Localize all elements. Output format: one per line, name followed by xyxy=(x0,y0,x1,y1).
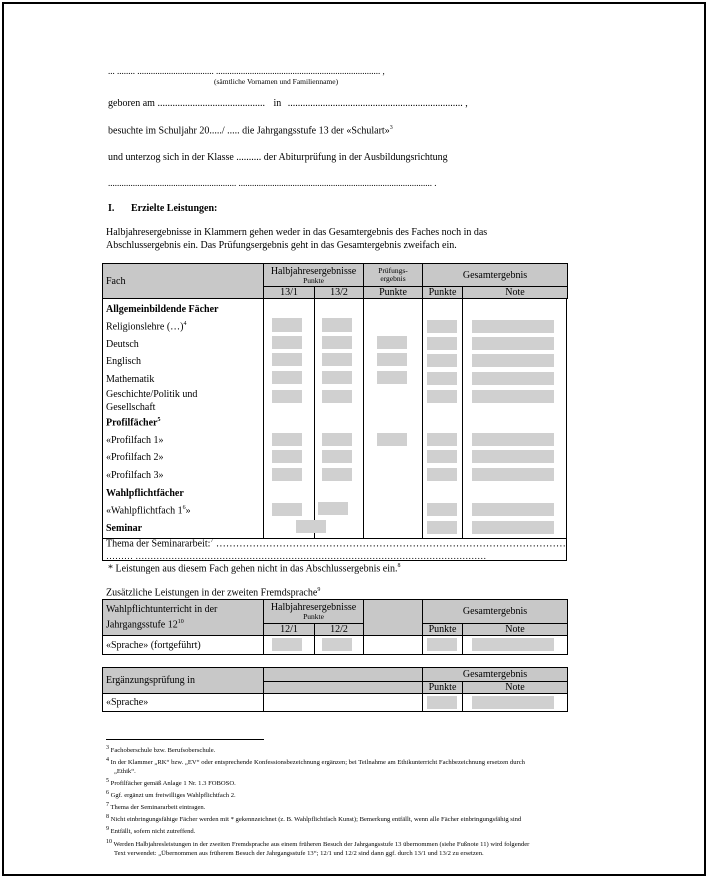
input-t2-note[interactable] xyxy=(472,638,554,651)
row-geschichte-2: Gesellschaft xyxy=(106,402,156,413)
row-deutsch: Deutsch xyxy=(106,339,139,350)
input-religion-note[interactable] xyxy=(472,320,554,333)
input-deutsch-punkte[interactable] xyxy=(427,337,457,350)
footnotes xyxy=(106,744,529,859)
input-profil2-punkte[interactable] xyxy=(427,450,457,463)
in-label: in xyxy=(273,98,282,109)
input-wahl1-132[interactable] xyxy=(318,502,348,515)
input-geschichte-131[interactable] xyxy=(272,390,302,403)
name-line: ... ........ .................................. ......................................................................... , xyxy=(108,66,385,76)
input-profil2-132[interactable] xyxy=(322,450,352,463)
footnote-4-text: In der Klammer „RK“ bzw. „EV“ oder entsprechende Konfessionsbezeichnung ergänzen; bei Teilnahme am Ethikunterricht Fachbezeichnung ersetzen durch xyxy=(110,759,525,767)
t2-label-1: Wahlpflichtunterricht in der xyxy=(106,603,218,615)
section-title: Erzielte Leistungen: xyxy=(131,203,218,214)
input-englisch-punkte[interactable] xyxy=(427,354,457,367)
input-profil3-131[interactable] xyxy=(272,468,302,481)
col-pruefung-1: Prüfungs- xyxy=(378,266,408,275)
group-allgemein: Allgemeinbildende Fächer xyxy=(106,304,219,315)
row-wahl1-end: » xyxy=(185,505,191,517)
t2-label-sup: 10 xyxy=(177,618,184,625)
input-profil1-punkte[interactable] xyxy=(427,433,457,446)
table-border-right xyxy=(566,298,567,560)
input-t2-122[interactable] xyxy=(322,638,352,651)
footnote-6-text: Ggf. ergänzt um freiwilliges Wahlpflichtfach 2. xyxy=(110,792,236,800)
footnote-6-num: 6 xyxy=(106,790,109,797)
col-halbjahr-punkte: Punkte xyxy=(303,275,324,285)
input-profil3-punkte[interactable] xyxy=(427,468,457,481)
class-line: und unterzog sich in der Klasse .......... der Abiturprüfung in der Ausbildungsrichtung xyxy=(108,152,448,163)
row-profil1: «Profilfach 1» xyxy=(106,435,164,446)
group-profil-sup: 5 xyxy=(157,417,161,423)
group-wahlpflicht: Wahlpflichtfächer xyxy=(106,488,184,499)
main-table-header xyxy=(102,263,568,299)
input-geschichte-132[interactable] xyxy=(322,390,352,403)
col-pruefung-2: ergebnis xyxy=(380,274,406,283)
input-seminar-note[interactable] xyxy=(472,521,554,534)
row-seminar-dots: ……… ……………………………………………………………………………………………………… xyxy=(106,551,487,561)
col-fach: Fach xyxy=(103,264,264,299)
footnote-4 xyxy=(106,756,529,768)
input-wahl1-131[interactable] xyxy=(272,503,302,516)
input-mathe-note[interactable] xyxy=(472,372,554,385)
section-note-1: Halbjahresergebnisse in Klammern gehen weder in das Gesamtergebnis des Faches noch in das xyxy=(106,227,488,238)
t2-col-empty xyxy=(364,600,423,636)
table-divider-3 xyxy=(363,298,364,538)
t2-cell-empty xyxy=(364,636,423,655)
seminar-dots-1: …………………………………………………………………………………………… xyxy=(213,538,566,550)
footnote-7-num: 7 xyxy=(106,802,109,809)
star-note-text: * Leistungen aus diesem Fach gehen nicht in das Abschlussergebnis ein. xyxy=(108,563,398,575)
footnote-3-num: 3 xyxy=(106,745,109,751)
input-deutsch-pruef[interactable] xyxy=(377,336,407,349)
extra-title-text: Zusätzliche Leistungen in der zweiten Fremdsprache xyxy=(106,587,318,599)
col-gesamt: Gesamtergebnis xyxy=(423,264,568,287)
input-deutsch-132[interactable] xyxy=(322,336,352,349)
input-mathe-131[interactable] xyxy=(272,371,302,384)
seminar-topic-label: Thema der Seminararbeit: xyxy=(106,538,211,550)
row-wahl1-sup: 6 xyxy=(182,505,186,511)
input-deutsch-note[interactable] xyxy=(472,337,554,350)
t3-sub-note: Note xyxy=(463,682,568,694)
extra-title xyxy=(106,587,320,598)
seminar-topic-sup: 7 xyxy=(210,538,214,544)
born-line xyxy=(108,98,468,109)
sub-131: 13/1 xyxy=(264,287,315,299)
sub-gpunkte: Punkte xyxy=(423,287,463,299)
name-caption: (sämtliche Vornamen und Familienname) xyxy=(214,77,339,86)
footnote-7-text: Thema der Seminararbeit eintragen. xyxy=(110,804,206,812)
col-halbjahr xyxy=(264,264,364,287)
input-t3-note[interactable] xyxy=(472,696,554,709)
visited-line xyxy=(108,125,393,136)
footnote-10-text: Werden Halbjahresleistungen in der zweiten Fremdsprache aus einem früheren Besuch der Jahrgangsstufe 13 übernommen (siehe Fußnote 11) wird folgender xyxy=(113,840,530,848)
footnote-8-num: 8 xyxy=(106,814,109,821)
col-pruefung xyxy=(364,264,423,287)
input-englisch-pruef[interactable] xyxy=(377,353,407,366)
footnote-9-text: Entfällt, sofern nicht zutreffend. xyxy=(110,828,196,836)
t3-row-label: «Sprache» xyxy=(103,694,264,712)
section-number: I. xyxy=(108,203,115,214)
row-religion xyxy=(106,321,186,332)
footnote-4-cont-text: „Ethik“. xyxy=(114,768,136,776)
t3-cell-empty xyxy=(264,694,423,712)
row-religion-sup: 4 xyxy=(183,321,187,327)
input-mathe-132[interactable] xyxy=(322,371,352,384)
footnote-5-num: 5 xyxy=(106,778,109,785)
t2-row-label: «Sprache» (fortgeführt) xyxy=(103,636,264,655)
t2-label xyxy=(103,600,264,636)
footnote-3 xyxy=(106,744,529,756)
input-seminar-halbjahr[interactable] xyxy=(296,520,326,533)
input-mathe-punkte[interactable] xyxy=(427,372,457,385)
row-wahl1-label: «Wahlpflichtfach 1 xyxy=(106,505,183,517)
table-divider-2 xyxy=(314,298,315,538)
sub-note: Note xyxy=(463,287,568,299)
visited-text: besuchte im Schuljahr 20...../ ..... die Jahrgangsstufe 13 der «Schulart» xyxy=(108,125,390,137)
footnote-9 xyxy=(106,825,529,837)
row-geschichte-1: Geschichte/Politik und xyxy=(106,389,198,400)
t3-label: Ergänzungsprüfung in xyxy=(103,668,264,694)
footnote-4-num: 4 xyxy=(106,757,109,764)
input-seminar-punkte[interactable] xyxy=(427,521,457,534)
footnote-8 xyxy=(106,813,529,825)
input-t2-punkte[interactable] xyxy=(427,638,457,651)
t2-label-2-wrap xyxy=(106,616,263,631)
input-profil1-132[interactable] xyxy=(322,433,352,446)
input-profil1-131[interactable] xyxy=(272,433,302,446)
footnote-10-cont-text: Text verwendet: „Übernommen aus früherem Besuch der Jahrgangsstufe 13“; 12/1 und 12/2 sind dann ggf. durch 13/1 und 13/2 zu ersetzen. xyxy=(114,849,484,857)
table-divider-5 xyxy=(462,298,463,538)
input-profil3-note[interactable] xyxy=(472,468,554,481)
col-halbjahr-label: Halbjahresergebnisse xyxy=(270,265,357,277)
extra-title-sup: 9 xyxy=(317,587,321,593)
born-label: geboren am xyxy=(108,98,155,109)
footnote-separator xyxy=(106,739,264,740)
t3-col-gesamt: Gesamtergebnis xyxy=(423,668,568,682)
table-divider-4 xyxy=(422,298,423,538)
row-religion-label: Religionslehre (…) xyxy=(106,321,184,333)
input-englisch-132[interactable] xyxy=(322,353,352,366)
footnote-5 xyxy=(106,777,529,789)
input-geschichte-punkte[interactable] xyxy=(427,390,457,403)
input-mathe-pruef[interactable] xyxy=(377,371,407,384)
row-seminar-topic xyxy=(106,538,566,549)
footnote-10-num: 10 xyxy=(106,838,112,845)
t2-label-2: Jahrgangsstufe 12 xyxy=(106,619,178,631)
input-profil2-131[interactable] xyxy=(272,450,302,463)
footnote-10 xyxy=(106,838,529,850)
footnote-5-text: Profilfächer gemäß Anlage 1 Nr. 1.3 FOBOSO. xyxy=(110,780,236,788)
row-profil2: «Profilfach 2» xyxy=(106,452,164,463)
row-wahl1 xyxy=(106,505,191,516)
group-profil-label: Profilfächer xyxy=(106,417,158,429)
input-religion-131[interactable] xyxy=(272,318,302,332)
input-religion-132[interactable] xyxy=(322,318,352,332)
star-note-sup: 8 xyxy=(397,563,401,569)
direction-line: ......................................................... ...................................................................................... . xyxy=(108,178,437,188)
input-religion-punkte[interactable] xyxy=(427,320,457,333)
section-note-2: Abschlussergebnis ein. Das Prüfungsergebnis geht in das Gesamtergebnis zweifach ein. xyxy=(106,240,457,251)
t2-sub-121: 12/1 xyxy=(264,624,315,636)
t3-col-empty-bottom xyxy=(264,682,423,694)
t2-col-punkte: Punkte xyxy=(303,612,324,621)
t2-col-halb xyxy=(264,600,364,624)
input-profil3-132[interactable] xyxy=(322,468,352,481)
footnote-6 xyxy=(106,789,529,801)
sub-132: 13/2 xyxy=(315,287,364,299)
born-dots: ........................................... xyxy=(157,98,265,109)
t2-col-gesamt: Gesamtergebnis xyxy=(423,600,568,624)
input-profil1-pruef[interactable] xyxy=(377,433,407,446)
group-profil xyxy=(106,417,160,428)
t2-col-halb-label: Halbjahresergebnisse xyxy=(270,602,357,613)
input-englisch-131[interactable] xyxy=(272,353,302,366)
footnote-4-cont xyxy=(106,768,529,777)
row-profil3: «Profilfach 3» xyxy=(106,470,164,481)
input-t2-121[interactable] xyxy=(272,638,302,651)
input-wahl1-punkte[interactable] xyxy=(427,503,457,516)
footnote-3-text: Fachoberschule bzw. Berufsoberschule. xyxy=(110,747,216,755)
footnote-8-text: Nicht einbringungsfähige Fächer werden mit * gekennzeichnet (z. B. Wahlpflichtfach Kunst); Bemerkung entfällt, wenn alle Fächer einbringungsfähig sind xyxy=(110,816,522,824)
table-border-left xyxy=(102,298,103,560)
visited-sup: 3 xyxy=(389,125,393,131)
sub-pruef: Punkte xyxy=(364,287,423,299)
input-deutsch-131[interactable] xyxy=(272,336,302,349)
in-dots: ...................................................................... , xyxy=(287,98,468,109)
input-englisch-note[interactable] xyxy=(472,354,554,367)
input-profil2-note[interactable] xyxy=(472,450,554,463)
input-profil1-note[interactable] xyxy=(472,433,554,446)
input-geschichte-note[interactable] xyxy=(472,390,554,403)
footnote-9-num: 9 xyxy=(106,826,109,833)
footnote-10-cont xyxy=(106,850,529,859)
row-mathematik: Mathematik xyxy=(106,374,155,385)
t2-sub-punkte: Punkte xyxy=(423,624,463,636)
input-wahl1-note[interactable] xyxy=(472,503,554,516)
star-note xyxy=(108,563,400,574)
t2-sub-note: Note xyxy=(463,624,568,636)
t3-sub-punkte: Punkte xyxy=(423,682,463,694)
t3-col-empty-top xyxy=(264,668,423,682)
table-divider-1 xyxy=(263,298,264,538)
input-t3-punkte[interactable] xyxy=(427,696,457,709)
footnote-7 xyxy=(106,801,529,813)
row-seminar: Seminar xyxy=(106,523,143,534)
t2-sub-122: 12/2 xyxy=(315,624,364,636)
row-englisch: Englisch xyxy=(106,356,141,367)
